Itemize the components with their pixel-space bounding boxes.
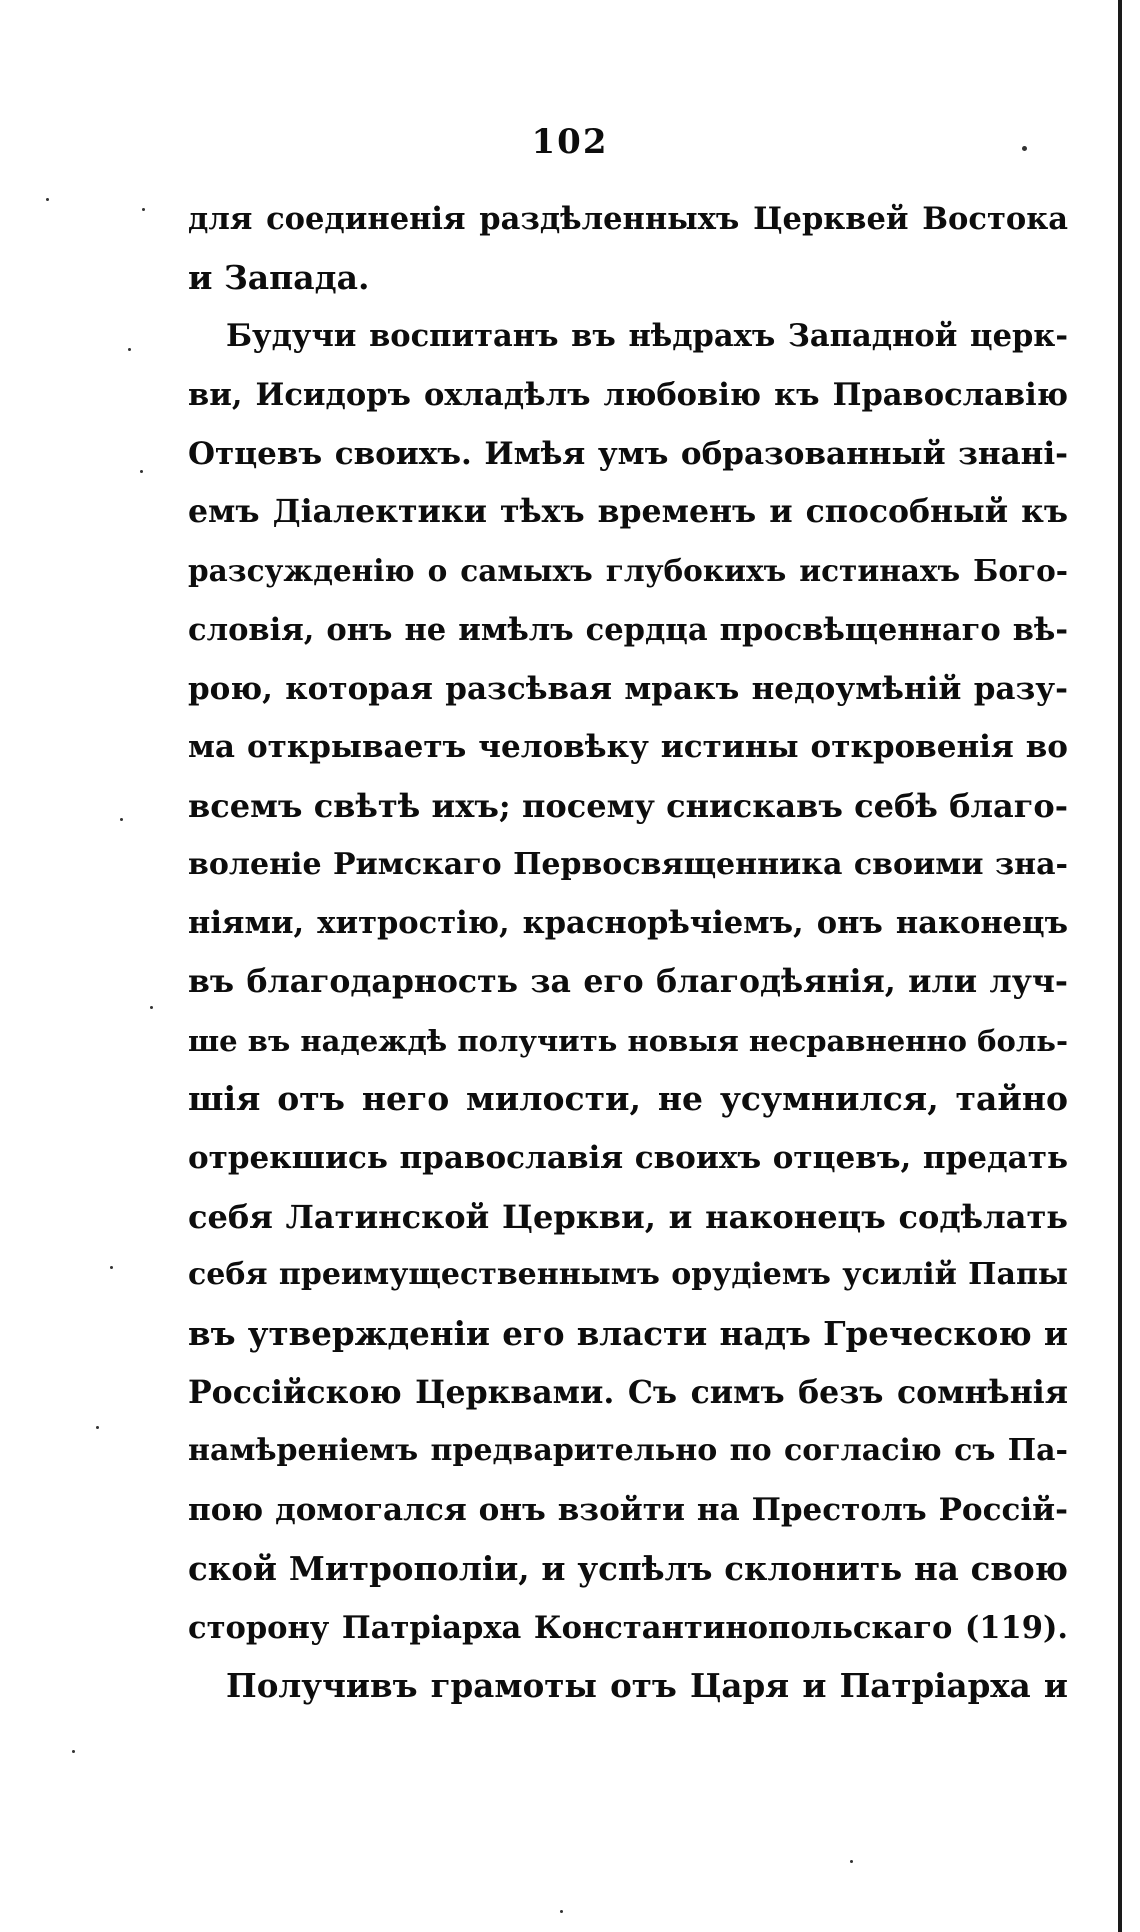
text-line: ше въ надеждѣ получить новыя несравненно боль- [188,1023,1068,1058]
text-line: для соединенія раздѣленныхъ Церквей Востока [188,201,1068,237]
scan-speck [1022,146,1027,151]
page-edge-line [1118,0,1122,1932]
text-line: ви, Исидоръ охладѣлъ любовію къ Православію [188,377,1068,414]
scan-speck [560,1910,563,1913]
text-line: словія, онъ не имѣлъ сердца просвѣщеннаго вѣ- [188,611,1068,648]
text-line: ма открываетъ человѣку истины откровенія во [188,729,1068,766]
text-line: емъ Діалектики тѣхъ временъ и способный къ [188,493,1068,531]
scan-speck [850,1860,853,1863]
text-line: Будучи воспитанъ въ нѣдрахъ Западной церк- [226,318,1068,355]
text-line: сторону Патріарха Константинопольскаго (119). [188,1609,1068,1646]
text-line: пою домогался онъ взойти на Престолъ Россій- [188,1492,1068,1529]
page-number: 102 [531,122,609,162]
text-line: въ благодарность за его благодѣянія, или луч- [188,962,1068,1000]
text-line: отрекшись православія своихъ отцевъ, предать [188,1140,1068,1176]
text-line: себя преимущественнымъ орудіемъ усилій Папы [188,1257,1068,1293]
text-line: и Запада. [188,257,370,297]
scan-speck [120,818,123,821]
text-line: Отцевъ своихъ. Имѣя умъ образованный знані- [188,435,1068,472]
scan-speck [140,470,143,473]
scan-speck [46,198,49,201]
scan-speck [72,1750,75,1753]
text-line: въ утвержденіи его власти надъ Греческою и [188,1314,1068,1354]
text-line: ской Митрополіи, и успѣлъ склонить на свою [188,1548,1068,1588]
scan-speck [142,208,145,211]
scan-speck [110,1266,113,1269]
text-line: рою, которая разсѣвая мракъ недоумѣній разу- [188,670,1068,707]
body-text [188,190,1068,1716]
text-line: воленіе Римскаго Первосвященника своими зна- [188,846,1068,882]
text-line: намѣреніемъ предварительно по согласію съ Па- [188,1433,1068,1469]
text-line: Россійскою Церквами. Съ симъ безъ сомнѣнія [188,1373,1068,1411]
scan-speck [96,1426,99,1429]
scan-speck [128,348,131,351]
text-line: всемъ свѣтѣ ихъ; посему снискавъ себѣ благо- [188,786,1068,825]
text-line: себя Латинской Церкви, и наконецъ содѣлать [188,1197,1068,1236]
text-line: разсужденію о самыхъ глубокихъ истинахъ Бого- [188,553,1068,589]
text-line: Получивъ грамоты отъ Царя и Патріарха и [226,1666,1068,1706]
scan-speck [150,1006,153,1009]
text-line: ніями, хитростію, краснорѣчіемъ, онъ наконецъ [188,905,1068,942]
text-line: шія отъ него милости, не усумнился, тайно [188,1079,1068,1119]
